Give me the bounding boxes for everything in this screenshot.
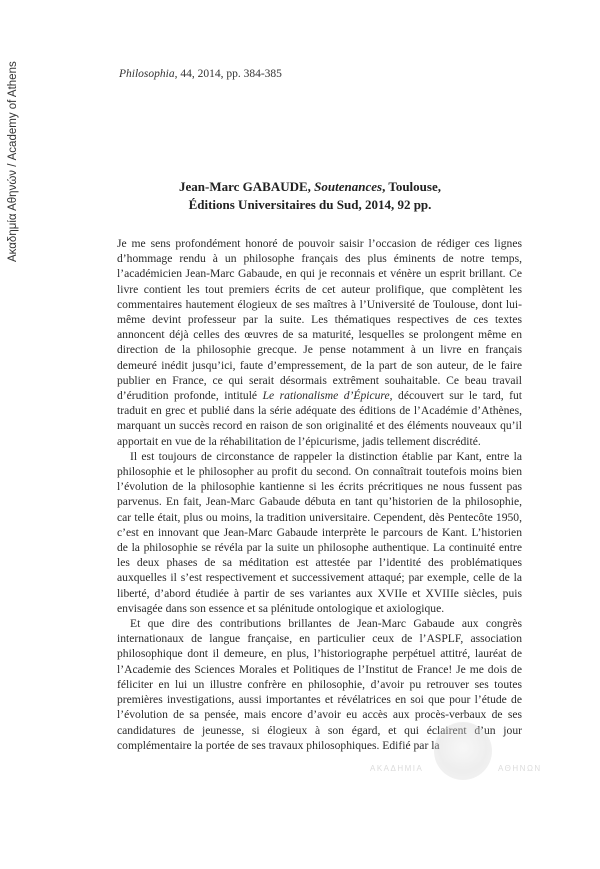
watermark-left-text: ΑΚΑΔΗΜΙΑ bbox=[370, 764, 424, 773]
review-body bbox=[117, 236, 522, 753]
paragraph-3: Et que dire des contributions brillantes de Jean-Marc Gabaude aux congrès internationaux de langue française, en particulier ceux de l’ASPLF, association philosophique dont il demeure, en plus, l’historiographe perpétuel attitré, lauréat de l’Academie des Sciences Morales et Politiques de l’Institut de France! Je me dois de féliciter en lui un illustre confrère en philosophie, d’avoir pu retrouver ses toutes premières investigations, aussi importantes et révélatrices en soi que pour l’étude de l’évolution de sa pensée, mais encore d’avoir eu accès aux procès-verbaux de ses candidatures de jeunesse, si élogieux à son égard, et qui éclairent d’un jour complémentaire la portée de ses travaux philosophiques. Edifié par la bbox=[117, 617, 522, 752]
paragraph-2: Il est toujours de circonstance de rappeler la distinction établie par Kant, entre la philosophie et le philosopher au profit du second. On connaîtrait toutefois moins bien l’évolution de la philosophie kantienne si les écrits précritiques ne nous fussent pas parvenus. En fait, Jean-Marc Gabaude débuta en tant qu’historien de la philosophie, car telle était, plus ou moins, la tradition universitaire. Cependent, dès Pentecôte 1950, c’est en innovant que Jean-Marc Gabaude interprète le parcours de Kant. L’historien de la philosophie se révéla par la suite un philosophe authentique. La continuité entre les deux phases de sa méditation est attestée par l’identité des problématiques auxquelles il s’est respectivement et successivement attaqué; par exemple, celle de la liberté, d’abord étudiée à partir de ses variantes aux XVIIe et XVIIIe siècles, puis envisagée dans son essence et sa plénitude ontologique et axiologique. bbox=[117, 449, 522, 615]
paragraph-1 bbox=[117, 236, 522, 449]
book-title-italic: Le rationalisme d’Épicure bbox=[262, 389, 390, 403]
archive-side-label: Ακαδημία Αθηνών / Academy of Athens bbox=[7, 61, 19, 262]
review-title bbox=[110, 178, 510, 214]
watermark-right-text: ΑΘΗΝΩΝ bbox=[498, 764, 542, 773]
title-publisher: Éditions Universitaires du Sud, 2014, 92 pp. bbox=[188, 197, 432, 212]
title-place: , Toulouse, bbox=[382, 179, 441, 194]
title-author: Jean-Marc GABAUDE, bbox=[179, 179, 315, 194]
paragraph-1-text-b: , découvert sur le tard, fut traduit en grec et publié dans la série adéquate des éditions de l’Académie d’Athènes, marquant un succès record en raison de son originalité et des éléments nouveaux qu’il apportait en vue de la réhabilitation de l’épicurisme, jadis tellement discrédité. bbox=[117, 389, 523, 448]
title-book: Soutenances bbox=[314, 179, 383, 194]
journal-reference bbox=[119, 68, 282, 80]
paragraph-1-text-a: Je me sens profondément honoré de pouvoir saisir l’occasion de rédiger ces lignes d’hommage rendu à un philosophe français des plus éminents de notre temps, l’académicien Jean-Marc Gabaude, en qui je reconnais et vénère un esprit brillant. Ce livre contient les tout premiers écrits de cet auteur prolifique, que complètent les commentaires hautement élogieux de ses maîtres à l’Université de Toulouse, dont lui-même devint professeur par la suite. Les thématiques respectives de ces textes annoncent déjà celles des œuvres de sa maturité, lesquelles se prolongent même en direction de la philosophie grecque. Je pense notamment à un livre en français demeuré inédit jusqu’ici, faute d’empressement, de la part de son auteur, de le faire publier en France, ce qui serait désormais extrêment souhaitable. Ce beau travail d’érudition profonde, intitulé bbox=[117, 237, 522, 403]
journal-details: , 44, 2014, pp. 384-385 bbox=[174, 68, 282, 80]
journal-name: Philosophia bbox=[119, 68, 175, 80]
